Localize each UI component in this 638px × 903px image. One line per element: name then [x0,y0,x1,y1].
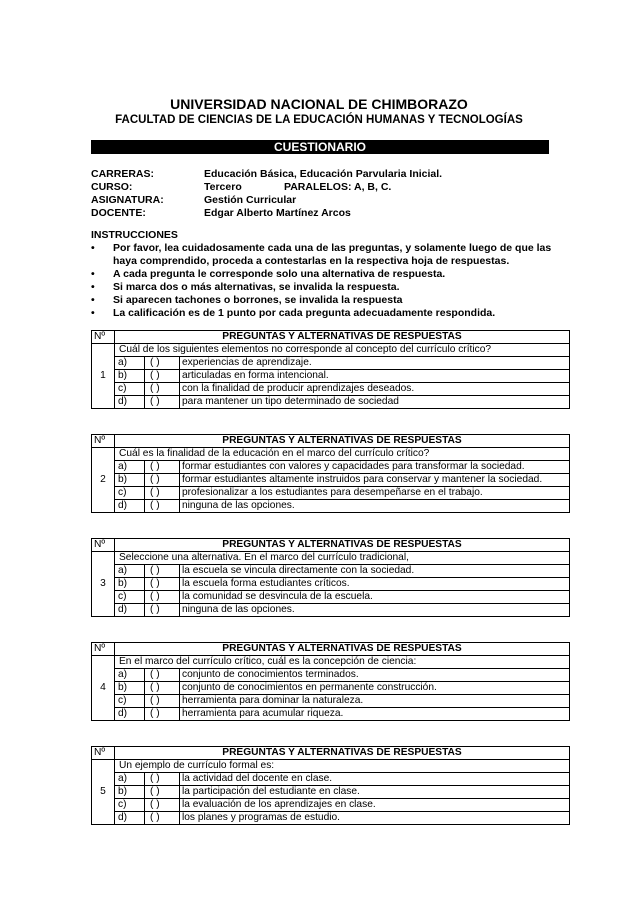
instructions [91,229,561,320]
answer-checkbox[interactable]: ( ) [145,695,180,708]
question-table-4 [91,642,570,721]
instruction-text: A cada pregunta le corresponde solo una alternativa de respuesta. [113,268,446,280]
question-header-row [92,435,570,448]
option-text: herramienta para dominar la naturaleza. [180,695,570,708]
answer-checkbox[interactable]: ( ) [145,357,180,370]
option-text: experiencias de aprendizaje. [180,357,570,370]
option-text: formar estudiantes altamente instruidos para conservar y mantener la sociedad. [180,474,570,487]
answer-checkbox[interactable]: ( ) [145,786,180,799]
instruction-item [91,307,561,320]
bullet-icon: • [91,242,95,254]
option-letter: a) [115,669,145,682]
instruction-item [91,281,561,294]
instruction-item [91,294,561,307]
question-text: En el marco del currículo crítico, cuál es la concepción de ciencia: [115,656,570,669]
question-text: Un ejemplo de currículo formal es: [115,760,570,773]
info-row-asignatura [91,194,442,207]
option-text: conjunto de conocimientos terminados. [180,669,570,682]
option-row [92,500,570,513]
answer-checkbox[interactable]: ( ) [145,773,180,786]
option-row [92,474,570,487]
option-text: la escuela forma estudiantes críticos. [180,578,570,591]
questions-column-header: PREGUNTAS Y ALTERNATIVAS DE RESPUESTAS [115,539,570,552]
bullet-icon: • [91,268,95,280]
question-header-row [92,643,570,656]
option-row [92,578,570,591]
option-letter: a) [115,773,145,786]
option-letter: c) [115,487,145,500]
option-row [92,708,570,721]
option-row [92,461,570,474]
question-text-row [92,448,570,461]
option-letter: c) [115,591,145,604]
questions-column-header: PREGUNTAS Y ALTERNATIVAS DE RESPUESTAS [115,331,570,344]
option-text: formar estudiantes con valores y capacidades para transformar la sociedad. [180,461,570,474]
option-text: ninguna de las opciones. [180,500,570,513]
option-row [92,669,570,682]
option-text: la escuela se vincula directamente con la sociedad. [180,565,570,578]
question-table-1 [91,330,570,409]
question-header-row [92,539,570,552]
info-row-carreras [91,168,442,181]
option-row [92,396,570,409]
question-text: Cuál es la finalidad de la educación en el marco del currículo crítico? [115,448,570,461]
instruction-item [91,268,561,281]
option-row [92,591,570,604]
option-text: profesionalizar a los estudiantes para desempeñarse en el trabajo. [180,487,570,500]
option-letter: d) [115,708,145,721]
option-text: la evaluación de los aprendizajes en clase. [180,799,570,812]
question-text-row [92,552,570,565]
option-text: con la finalidad de producir aprendizajes deseados. [180,383,570,396]
option-row [92,799,570,812]
question-text-row [92,760,570,773]
option-text: la comunidad se desvincula de la escuela. [180,591,570,604]
option-letter: b) [115,370,145,383]
answer-checkbox[interactable]: ( ) [145,487,180,500]
question-header-row [92,331,570,344]
question-table-2 [91,434,570,513]
number-column-header: Nº [92,331,115,344]
instruction-text: Si aparecen tachones o borrones, se invalida la respuesta [113,294,403,306]
option-letter: d) [115,396,145,409]
instructions-title: INSTRUCCIONES [91,229,178,241]
option-row [92,682,570,695]
question-number: 3 [92,552,115,617]
option-row [92,357,570,370]
answer-checkbox[interactable]: ( ) [145,591,180,604]
questions-column-header: PREGUNTAS Y ALTERNATIVAS DE RESPUESTAS [115,643,570,656]
info-row-docente [91,207,442,220]
question-header-row [92,747,570,760]
option-letter: a) [115,565,145,578]
option-letter: d) [115,812,145,825]
info-row-curso [91,181,442,194]
option-row [92,565,570,578]
question-text-row [92,344,570,357]
option-text: la actividad del docente en clase. [180,773,570,786]
option-text: para mantener un tipo determinado de sociedad [180,396,570,409]
option-letter: b) [115,786,145,799]
option-letter: b) [115,682,145,695]
option-text: la participación del estudiante en clase. [180,786,570,799]
option-row [92,487,570,500]
answer-checkbox[interactable]: ( ) [145,682,180,695]
university-title: UNIVERSIDAD NACIONAL DE CHIMBORAZO [170,96,468,112]
curso-label: CURSO: [91,181,133,193]
carreras-label: CARRERAS: [91,168,154,180]
course-info [91,168,442,220]
answer-checkbox[interactable]: ( ) [145,812,180,825]
faculty-title: FACULTAD DE CIENCIAS DE LA EDUCACIÓN HUMANAS Y TECNOLOGÍAS [115,114,523,126]
answer-checkbox[interactable]: ( ) [145,799,180,812]
question-text: Seleccione una alternativa. En el marco del currículo tradicional, [115,552,570,565]
asignatura-value: Gestión Curricular [204,194,297,206]
instructions-list [91,242,561,320]
asignatura-label: ASIGNATURA: [91,194,164,206]
option-letter: d) [115,500,145,513]
option-letter: a) [115,461,145,474]
bullet-icon: • [91,307,95,319]
option-letter: d) [115,604,145,617]
option-letter: b) [115,474,145,487]
instruction-text: Por favor, lea cuidadosamente cada una de las preguntas, y solamente luego de que las haya comprendido, proceda a contestarlas en la respectiva hoja de respuestas. [113,242,552,267]
answer-checkbox[interactable]: ( ) [145,383,180,396]
questions-column-header: PREGUNTAS Y ALTERNATIVAS DE RESPUESTAS [115,747,570,760]
docente-label: DOCENTE: [91,207,146,219]
answer-checkbox[interactable]: ( ) [145,669,180,682]
instruction-item [91,242,561,268]
curso-value: Tercero [204,181,242,193]
answer-checkbox[interactable]: ( ) [145,500,180,513]
option-row [92,383,570,396]
option-row [92,812,570,825]
question-text-row [92,656,570,669]
option-letter: a) [115,357,145,370]
option-row [92,773,570,786]
option-letter: b) [115,578,145,591]
option-row [92,604,570,617]
question-text: Cuál de los siguientes elementos no corresponde al concepto del currículo crítico? [115,344,570,357]
option-text: herramienta para acumular riqueza. [180,708,570,721]
instruction-text: Si marca dos o más alternativas, se invalida la respuesta. [113,281,400,293]
number-column-header: Nº [92,539,115,552]
carreras-value: Educación Básica, Educación Parvularia Inicial. [204,168,443,180]
number-column-header: Nº [92,747,115,760]
question-number: 5 [92,760,115,825]
answer-checkbox[interactable]: ( ) [145,396,180,409]
question-number: 1 [92,344,115,409]
option-letter: c) [115,383,145,396]
option-row [92,370,570,383]
answer-checkbox[interactable]: ( ) [145,370,180,383]
option-text: ninguna de las opciones. [180,604,570,617]
docente-value: Edgar Alberto Martínez Arcos [204,207,351,219]
question-table-3 [91,538,570,617]
option-row [92,786,570,799]
answer-checkbox[interactable]: ( ) [145,708,180,721]
instruction-text: La calificación es de 1 punto por cada pregunta adecuadamente respondida. [113,307,496,319]
paralelos-value: PARALELOS: A, B, C. [284,181,392,193]
questionnaire-banner: CUESTIONARIO [91,140,549,154]
answer-checkbox[interactable]: ( ) [145,461,180,474]
option-letter: c) [115,695,145,708]
question-table-5 [91,746,570,825]
number-column-header: Nº [92,643,115,656]
answer-checkbox[interactable]: ( ) [145,565,180,578]
answer-checkbox[interactable]: ( ) [145,578,180,591]
answer-checkbox[interactable]: ( ) [145,474,180,487]
questions-column-header: PREGUNTAS Y ALTERNATIVAS DE RESPUESTAS [115,435,570,448]
bullet-icon: • [91,281,95,293]
answer-checkbox[interactable]: ( ) [145,604,180,617]
option-text: articuladas en forma intencional. [180,370,570,383]
option-letter: c) [115,799,145,812]
number-column-header: Nº [92,435,115,448]
option-text: los planes y programas de estudio. [180,812,570,825]
question-number: 4 [92,656,115,721]
option-row [92,695,570,708]
bullet-icon: • [91,294,95,306]
option-text: conjunto de conocimientos en permanente construcción. [180,682,570,695]
question-number: 2 [92,448,115,513]
